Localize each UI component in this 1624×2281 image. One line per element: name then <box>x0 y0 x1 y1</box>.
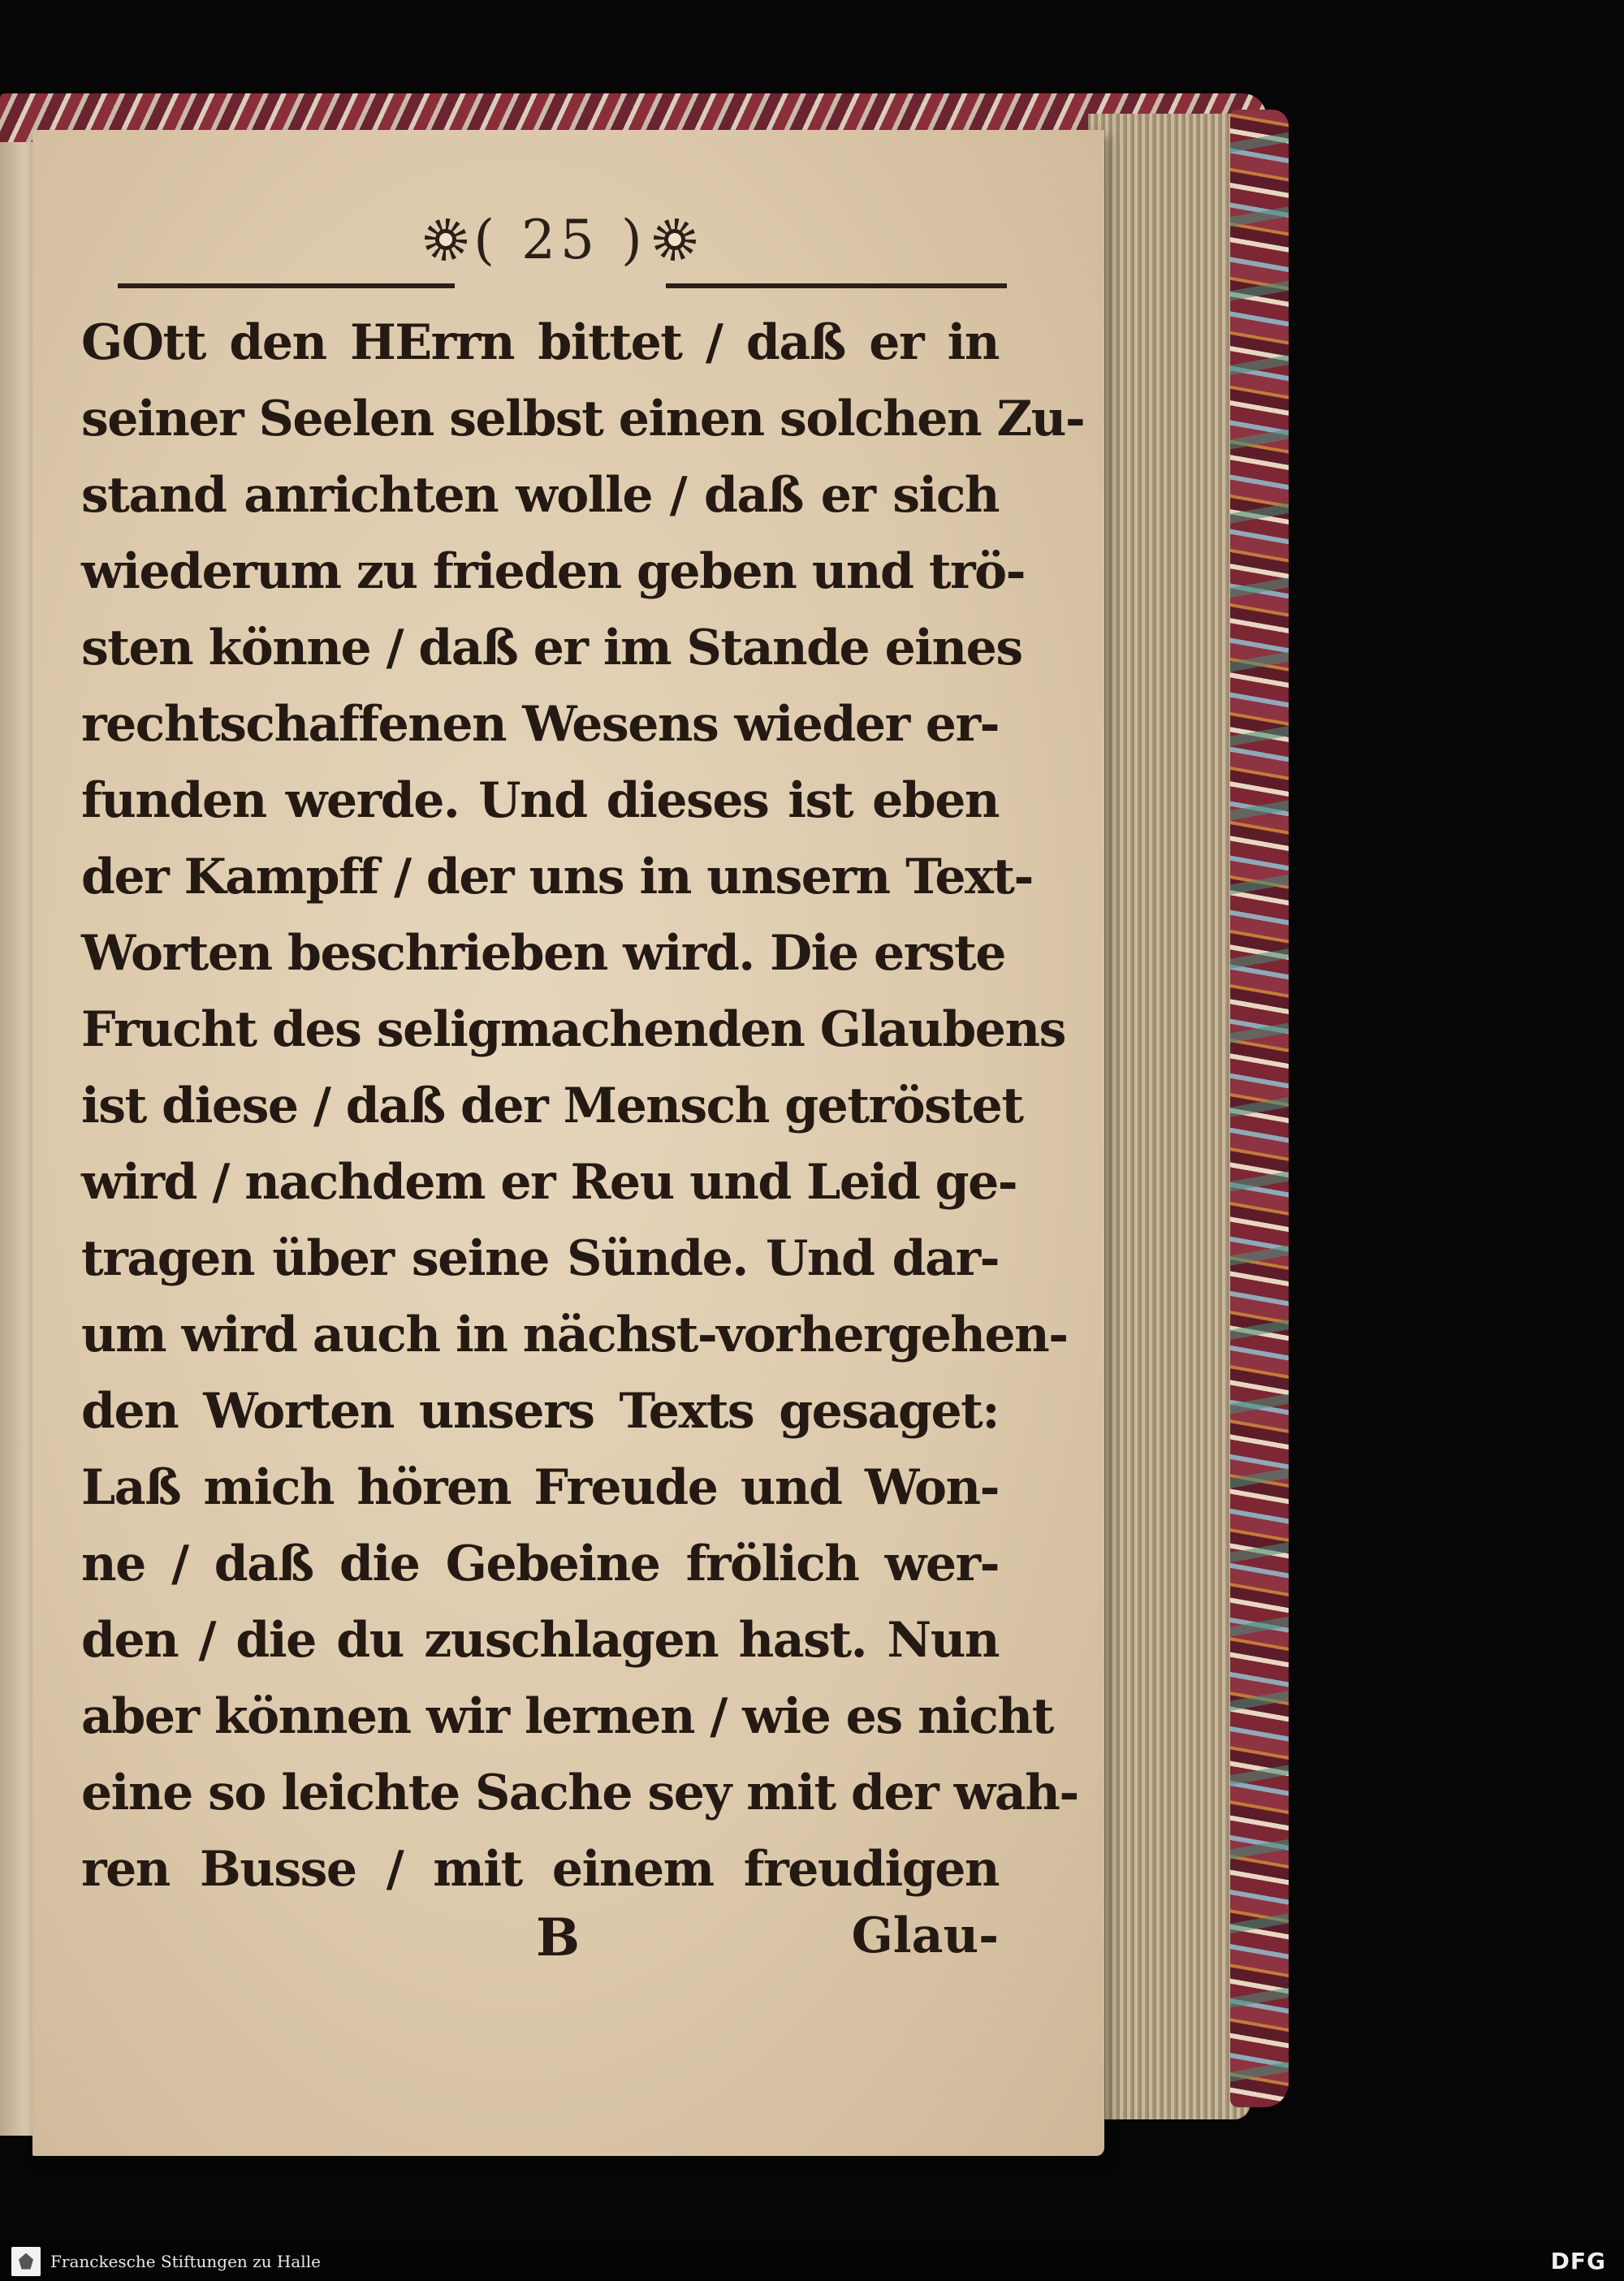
text-line: stand anrichten wolle / daß er sich <box>81 467 999 524</box>
dfg-logo: DFG <box>1550 2248 1606 2275</box>
book-fore-edge <box>1088 114 1250 2119</box>
text-line: der Kampff / der uns in unsern Text- <box>81 849 1033 905</box>
institution-name: Franckesche Stiftungen zu Halle <box>50 2251 321 2271</box>
page-number: ( 25 ) <box>473 208 647 271</box>
text-line: Laß mich hören Freude und Won- <box>81 1459 999 1516</box>
text-line: um wird auch in nächst-vorhergehen- <box>81 1307 1068 1363</box>
text-line: ne / daß die Gebeine frölich wer- <box>81 1536 999 1592</box>
text-line: Worten beschrieben wird. Die erste <box>81 925 1005 982</box>
marbled-cover-right-edge <box>1230 110 1289 2107</box>
text-line: aber können wir lernen / wie es nicht <box>81 1688 1053 1745</box>
text-line: wird / nachdem er Reu und Leid ge- <box>81 1154 1017 1211</box>
page-number-line <box>422 199 698 280</box>
catchline <box>81 1907 999 1989</box>
head-rule-left <box>118 283 455 288</box>
book-page <box>32 130 1104 2156</box>
text-line: den / die du zuschlagen hast. Nun <box>81 1612 999 1669</box>
catchword: Glau- <box>851 1907 999 1964</box>
text-line: wiederum zu frieden geben und trö- <box>81 543 1026 600</box>
page-text-area <box>81 199 1085 1989</box>
text-line: funden werde. Und dieses ist eben <box>81 772 999 829</box>
text-line: den Worten unsers Texts gesaget: <box>81 1383 999 1440</box>
head-rule-right <box>666 283 1007 288</box>
text-line: seiner Seelen selbst einen solchen Zu- <box>81 391 1085 447</box>
footer-bar <box>0 2241 1624 2281</box>
signature-mark: B <box>536 1907 581 1968</box>
text-line: sten könne / daß er im Stande eines <box>81 620 1022 676</box>
text-line: eine so leichte Sache sey mit der wah- <box>81 1765 1078 1821</box>
body-text <box>81 305 1085 1907</box>
text-line: ren Busse / mit einem freudigen <box>81 1841 999 1898</box>
running-head <box>81 199 999 296</box>
text-line: tragen über seine Sünde. Und dar- <box>81 1230 999 1287</box>
ornament-left-icon <box>425 218 467 261</box>
text-line: Frucht des seligmachenden Glaubens <box>81 1001 1065 1058</box>
ornament-right-icon <box>654 218 696 261</box>
text-line: rechtschaffenen Wesens wieder er- <box>81 696 999 753</box>
text-line: ist diese / daß der Mensch getröstet <box>81 1078 1023 1134</box>
institution-logo-icon <box>11 2247 41 2276</box>
text-line: GOtt den HErrn bittet / daß er in <box>81 314 999 371</box>
